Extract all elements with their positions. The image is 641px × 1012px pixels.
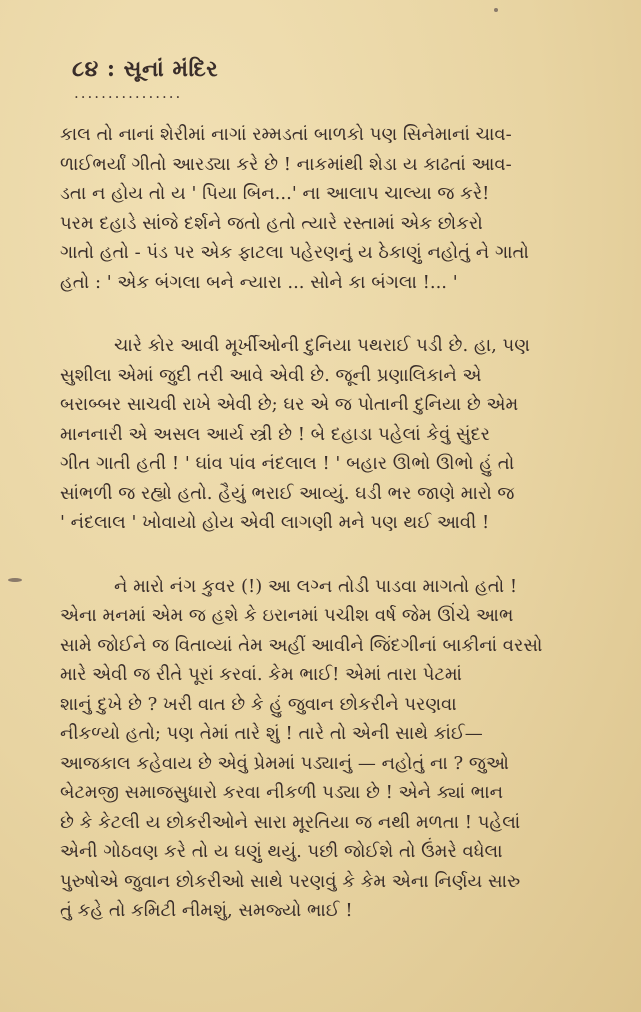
text-line: કાલ તો નાનાં શેરીમાં નાગાં રમ્મડતાં બાળકો પણ સિનેમાનાં ચાવ-	[60, 124, 512, 145]
paragraph-1	[60, 120, 601, 297]
paper-speck	[8, 578, 22, 582]
text-line: એના મનમાં એમ જ હશે કે ઇરાનમાં પચીશ વર્ષ જેમ ઊંચે આભ	[60, 605, 514, 626]
text-line: ને મારો નંગ કુવર (!) આ લગ્ન તોડી પાડવા માગતો હતો !	[114, 575, 518, 597]
text-line: મારે એવી જ રીતે પૂરાં કરવાં. કેમ ભાઈ! એમાં તારા પેટમાં	[60, 664, 462, 685]
paragraph-3	[60, 572, 601, 926]
text-line: સાંભળી જ રહ્યો હતો. હૈયું ભરાઈ આવ્યું. ઘડી ભર જાણે મારો જ	[60, 482, 515, 504]
text-line: એની ગોઠવણ કરે તો ય ઘણું થયું. પછી જોઈશે તો ઉંમરે વધેલા	[60, 841, 503, 862]
text-line: ' નંદલાલ ' ખોવાયો હોય એવી લાગણી મને પણ થઈ આવી !	[60, 512, 490, 533]
text-line: ચારે કોર આવી મૂર્ખીઓની દુનિયા પથરાઈ પડી છે. હા, પણ	[114, 335, 530, 356]
text-line: સામે જોઈને જ વિતાવ્યાં તેમ અહીં આવીને જિંદગીનાં બાકીનાં વરસો	[60, 634, 543, 656]
paper-speck	[494, 8, 498, 12]
text-line: પુરુષોએ જુવાન છોકરીઓ સાથે પરણવું કે કેમ એના નિર્ણય સારુ	[60, 870, 521, 892]
text-line: પરમ દહાડે સાંજે દર્શને જતો હતો ત્યારે રસ્તામાં એક છોકરો	[60, 212, 483, 234]
text-line: આજકાલ કહેવાય છે એવું પ્રેમમાં પડ્યાનું — નહોતું ના ? જુઓ	[60, 752, 509, 774]
text-line: માનનારી એ અસલ આર્ય સ્ત્રી છે ! બે દહાડા પહેલાં કેવું સુંદર	[60, 423, 490, 445]
text-line: તું કહે તો કમિટી નીમશું, સમજ્યો ભાઈ !	[60, 900, 353, 921]
paragraph-2	[60, 331, 601, 538]
text-line: છે કે કેટલી ય છોકરીઓને સારા મૂરતિયા જ નથી મળતા ! પહેલાં	[60, 811, 521, 833]
text-line: ગાતો હતો - પંડ પર એક ફાટલા પહેરણનું ય ઠેકાણું નહોતું ને ગાતો	[60, 242, 529, 263]
text-line: ગીત ગાતી હતી ! ' ઘાંવ પાંવ નંદલાલ ! ' બહાર ઊભો ઊભો હું તો	[60, 453, 515, 474]
text-line: ળાઈભર્યાં ગીતો આરડ્યા કરે છે ! નાકમાંથી શેડા ય કાઢતાં આવ-	[60, 153, 512, 175]
text-line: શાનું દુખે છે ? ખરી વાત છે કે હું જુવાન છોકરીને પરણવા	[60, 693, 457, 715]
text-line: હતો : ' એક બંગલા બને ન્યારા ... સોને કા બંગલા !... '	[60, 271, 458, 293]
page-header: ૮૪ : સૂનાં મંદિર	[72, 56, 219, 82]
text-line: બેટમજી સમાજસુધારો કરવા નીકળી પડ્યા છે ! એને ક્યાં ભાન	[60, 782, 504, 803]
text-line: નીકળ્યો હતો; પણ તેમાં તારે શું ! તારે તો એની સાથે કાંઈ—	[60, 723, 483, 744]
text-line: સુશીલા એમાં જુદી તરી આવે એવી છે. જૂની પ્રણાલિકાને એ	[60, 364, 482, 386]
text-line: ડતા ન હોય તો ય ' પિયા બિન...' ના આલાપ ચાલ્યા જ કરે!	[60, 183, 490, 204]
header-dotted-rule: ................	[74, 84, 183, 102]
text-line: બરાબ્બર સાચવી રાખે એવી છે; ઘર એ જ પોતાની દુનિયા છે એમ	[60, 394, 519, 415]
